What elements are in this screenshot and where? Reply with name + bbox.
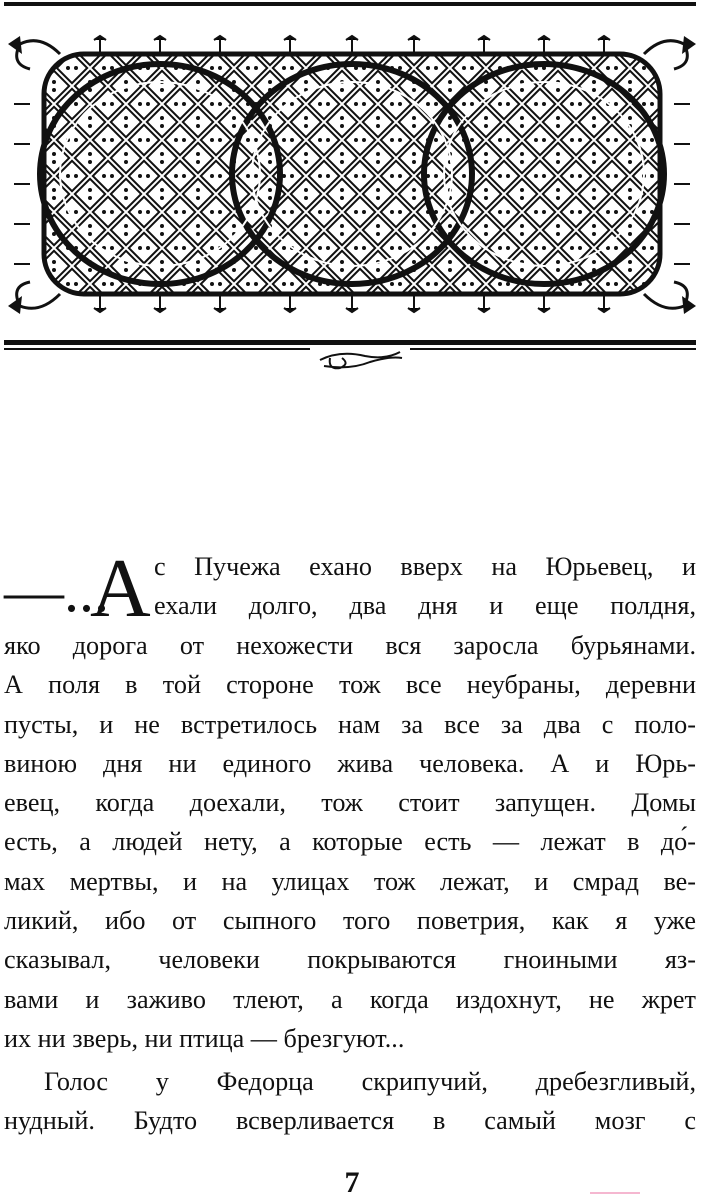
text-line: есть, а людей нету, а которые есть — лежат в до́-	[4, 827, 696, 857]
text-line: ликий, ибо от сыпного того поветрия, как я уже	[4, 906, 696, 936]
ornament-rule-thick	[4, 340, 696, 345]
text-line: пусты, и не встретилось нам за все за два с поло-	[4, 709, 696, 739]
celtic-knot-ornament	[0, 14, 704, 336]
drop-cap-prefix: —...	[4, 558, 109, 624]
text-line: виною дня ни единого жива человека. А и Юрь-	[4, 748, 696, 778]
text-line: мах мертвы, и на улицах тож лежат, и смрад ве-	[4, 866, 696, 896]
page-number: 7	[344, 1166, 360, 1199]
drop-cap-letter: А	[90, 542, 151, 635]
text-line: А поля в той стороне тож все неубраны, деревни	[4, 670, 696, 700]
top-rule	[4, 2, 696, 6]
body-text	[4, 626, 696, 1058]
text-line: их ни зверь, ни птица — брезгуют...	[4, 1023, 405, 1053]
pink-mark	[590, 1192, 640, 1194]
text-line: с Пучежа ехано вверх на Юрьевец, и	[154, 552, 696, 581]
second-paragraph	[4, 1062, 696, 1141]
drop-cap-lines	[154, 547, 696, 626]
drop-cap	[4, 542, 154, 635]
text-line: сказывал, человеки покрываются гноиными яз-	[4, 945, 696, 975]
text-line: ехали долго, два дня и еще полдня,	[154, 591, 696, 621]
text-line: евец, когда доехали, тож стоит запущен. Домы	[4, 788, 696, 818]
text-line: Голос у Федорца скрипучий, дребезгливый,	[44, 1067, 696, 1096]
flourish-ornament	[310, 346, 410, 376]
text-line: вами и заживо тлеют, а когда издохнут, не жрет	[4, 984, 696, 1014]
text-line: яко дорога от нехожести вся заросла бурьянами.	[4, 631, 696, 660]
text-line: нудный. Будто всверливается в самый мозг с	[4, 1106, 696, 1136]
